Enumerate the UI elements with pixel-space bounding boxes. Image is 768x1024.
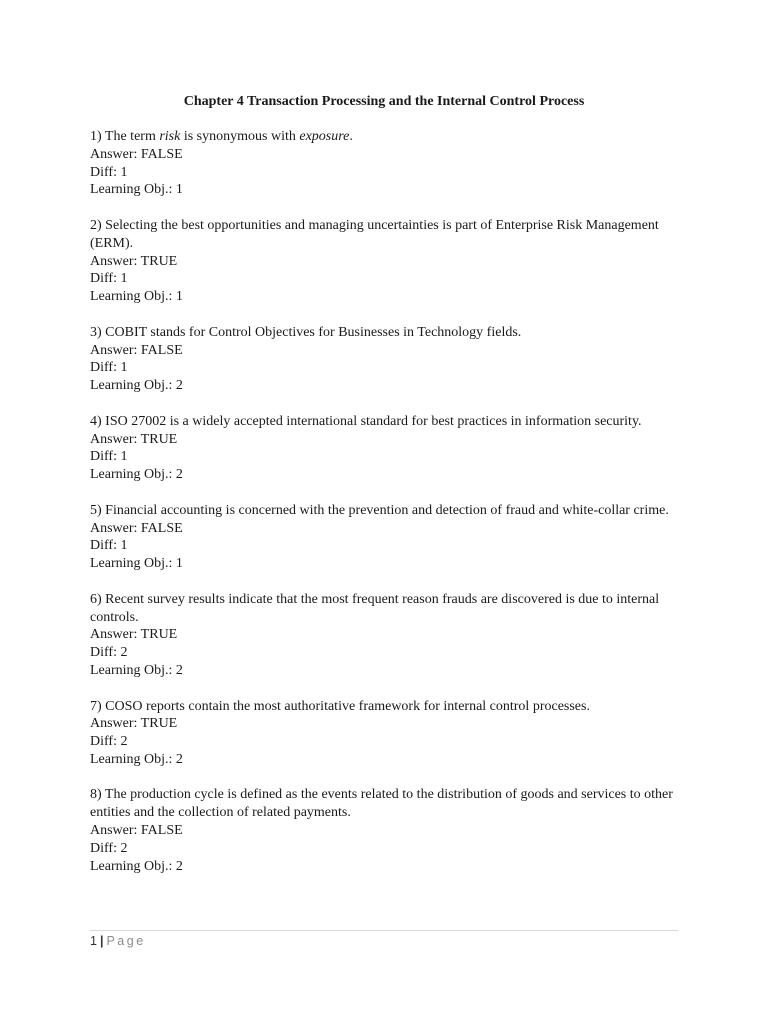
difficulty-line: Diff: 2 [90, 734, 128, 750]
question-text [90, 698, 680, 716]
learning-objective-line: Learning Obj.: 2 [90, 858, 183, 874]
difficulty-line: Diff: 2 [90, 840, 128, 856]
question-text [90, 413, 680, 431]
question-item [90, 217, 680, 306]
learning-objective-line: Learning Obj.: 2 [90, 467, 183, 483]
answer-line: Answer: FALSE [90, 823, 183, 839]
question-text-emphasis: risk [159, 129, 181, 144]
question-text-segment: 5) Financial accounting is concerned with the prevention and detection of fraud and white-collar crime. [90, 502, 669, 518]
answer-line: Answer: TRUE [90, 431, 178, 447]
question-text-segment: is synonymous with [180, 129, 300, 144]
difficulty-line: Diff: 1 [90, 164, 128, 180]
question-text-segment: 8) The production cycle is defined as the events related to the distribution of goods and services to other entities and the collection of related payments. [90, 787, 673, 821]
question-list [90, 128, 680, 893]
learning-objective-line: Learning Obj.: 2 [90, 662, 183, 678]
question-text [90, 502, 680, 520]
question-item [90, 698, 680, 769]
answer-line: Answer: FALSE [90, 520, 183, 536]
difficulty-line: Diff: 1 [90, 449, 128, 465]
answer-line: Answer: FALSE [90, 146, 183, 162]
difficulty-line: Diff: 1 [90, 271, 128, 287]
question-text-segment: . [349, 129, 353, 144]
question-text-segment: 2) Selecting the best opportunities and managing uncertainties is part of Enterprise Risk Management (ERM). [90, 217, 659, 251]
chapter-title: Chapter 4 Transaction Processing and the Internal Control Process [183, 94, 585, 109]
learning-objective-line: Learning Obj.: 1 [90, 289, 183, 305]
difficulty-line: Diff: 1 [90, 538, 128, 554]
page-label: Page [106, 934, 146, 948]
difficulty-line: Diff: 1 [90, 360, 128, 376]
question-item [90, 591, 680, 680]
question-item [90, 502, 680, 573]
learning-objective-line: Learning Obj.: 1 [90, 182, 183, 198]
question-text [90, 217, 680, 253]
question-item [90, 128, 680, 199]
answer-line: Answer: TRUE [90, 627, 178, 643]
page-number: 1 [90, 934, 97, 948]
question-text-segment: 3) COBIT stands for Control Objectives for Businesses in Technology fields. [90, 324, 522, 340]
answer-line: Answer: FALSE [90, 342, 183, 358]
difficulty-line: Diff: 2 [90, 645, 128, 661]
answer-line: Answer: TRUE [90, 253, 178, 269]
answer-line: Answer: TRUE [90, 716, 178, 732]
page-footer [90, 930, 678, 949]
question-text-segment: 1) The term [90, 129, 160, 144]
question-text-segment: 7) COSO reports contain the most authoritative framework for internal control processes. [90, 698, 590, 714]
question-text [90, 591, 680, 627]
question-text-segment: 4) ISO 27002 is a widely accepted international standard for best practices in information security. [90, 413, 642, 429]
learning-objective-line: Learning Obj.: 1 [90, 556, 183, 572]
footer-separator: | [99, 934, 104, 948]
learning-objective-line: Learning Obj.: 2 [90, 378, 183, 394]
question-text-emphasis: exposure [299, 129, 350, 144]
question-text [90, 128, 680, 146]
question-text [90, 324, 680, 342]
question-item [90, 786, 680, 875]
learning-objective-line: Learning Obj.: 2 [90, 751, 183, 767]
question-text-segment: 6) Recent survey results indicate that the most frequent reason frauds are discovered is due to internal controls. [90, 591, 660, 625]
question-text [90, 786, 680, 822]
question-item [90, 413, 680, 484]
question-item [90, 324, 680, 395]
